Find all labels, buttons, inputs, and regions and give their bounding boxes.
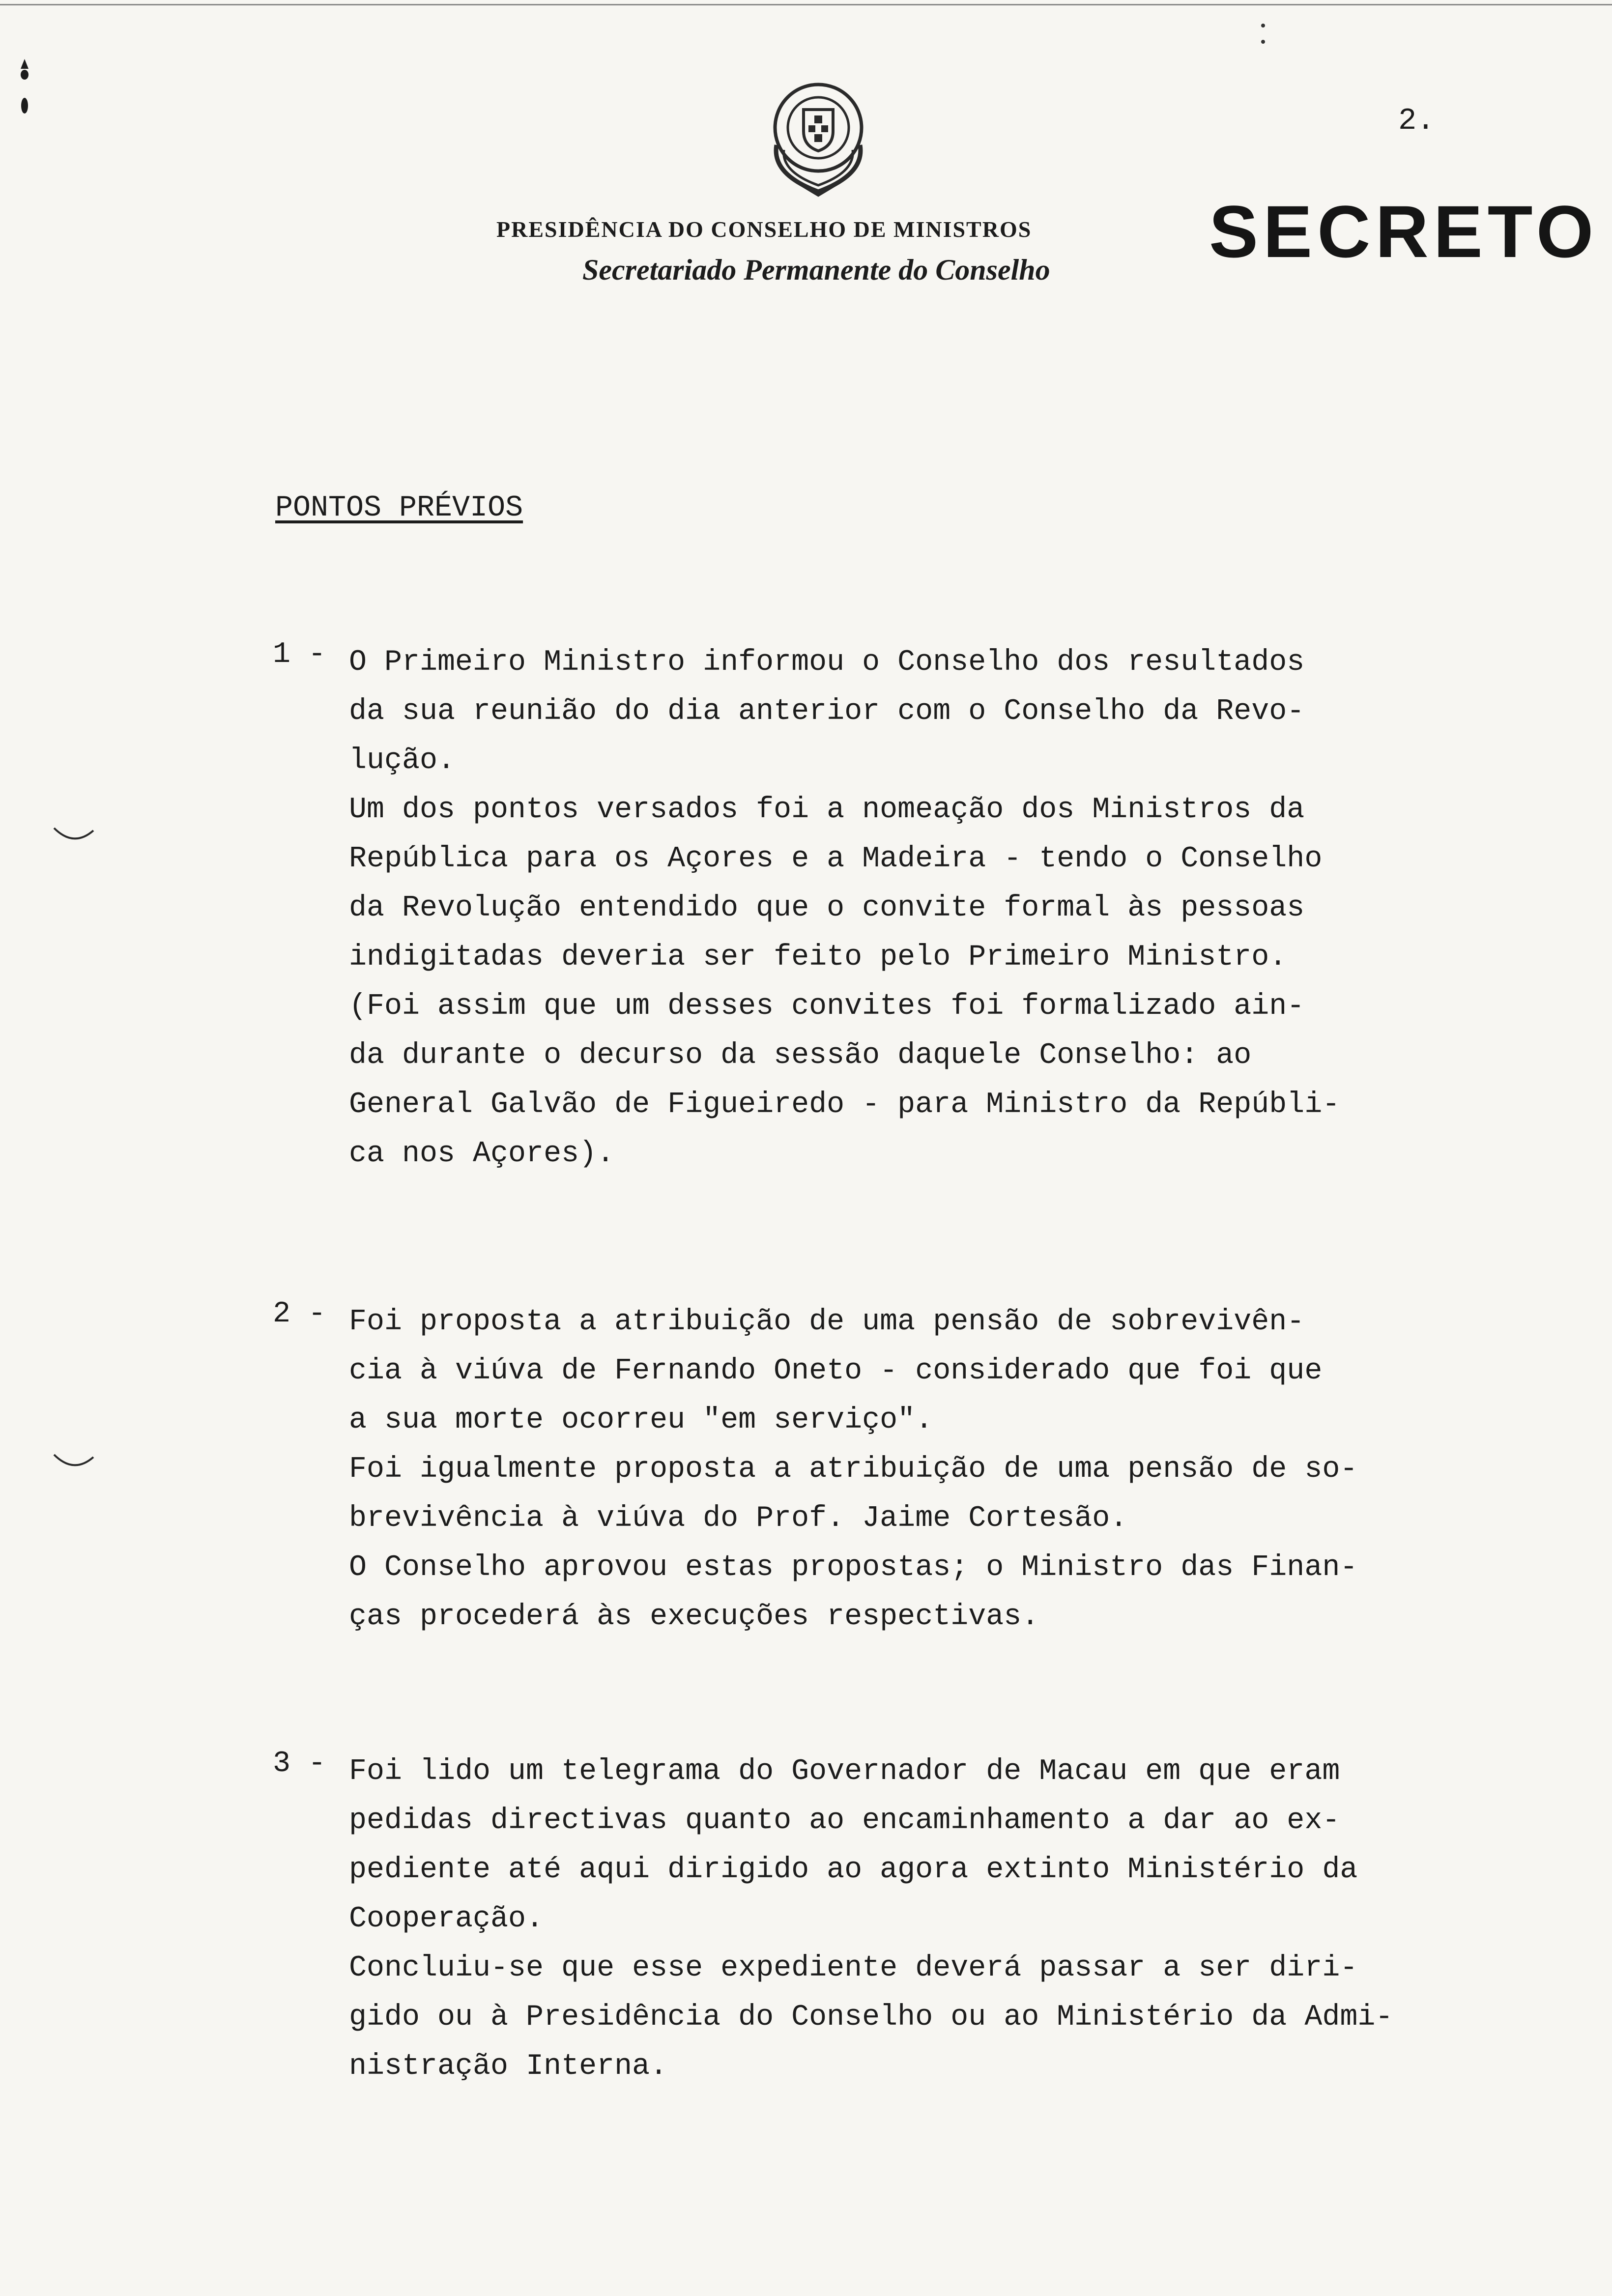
item-paragraph (349, 1445, 1612, 1543)
text-line: indigitadas deveria ser feito pelo Primeiro Ministro. (349, 941, 1287, 974)
text-line: cia à viúva de Fernando Oneto - considerado que foi que (349, 1354, 1323, 1388)
classification-stamp: SECRETO (1209, 190, 1599, 273)
item-paragraph (349, 1944, 1612, 2091)
item-paragraph (349, 1747, 1612, 1944)
margin-punch-mark (10, 54, 39, 128)
margin-curve-mark (52, 1452, 96, 1477)
organization-name: PRESIDÊNCIA DO CONSELHO DE MINISTROS (496, 217, 1032, 242)
text-line: da sua reunião do dia anterior com o Conselho da Revo- (349, 695, 1305, 728)
item-paragraph (349, 785, 1612, 1178)
text-line: nistração Interna. (349, 2050, 668, 2083)
item-paragraph (349, 638, 1612, 785)
text-line: da durante o decurso da sessão daquele Conselho: ao (349, 1039, 1252, 1072)
text-line: pediente até aqui dirigido ao agora extinto Ministério da (349, 1853, 1358, 1887)
scan-dots-mark (1256, 20, 1270, 49)
text-line: ca nos Açores). (349, 1137, 615, 1171)
text-line: a sua morte ocorreu "em serviço". (349, 1404, 933, 1437)
office-name: Secretariado Permanente do Conselho (582, 254, 1050, 286)
text-line: General Galvão de Figueiredo - para Ministro da Repúbli- (349, 1088, 1340, 1121)
text-line: (Foi assim que um desses convites foi formalizado ain- (349, 990, 1305, 1023)
text-line: Cooperação. (349, 1902, 544, 1936)
item-number: 3 - (273, 1747, 326, 1780)
item-number: 1 - (273, 638, 326, 671)
text-line: Concluiu-se que esse expediente deverá passar a ser diri- (349, 1952, 1358, 1985)
text-line: O Primeiro Ministro informou o Conselho dos resultados (349, 646, 1305, 679)
item-paragraph (349, 1297, 1612, 1445)
text-line: Foi lido um telegrama do Governador de Macau em que eram (349, 1755, 1340, 1788)
section-heading: PONTOS PRÉVIOS (275, 491, 523, 525)
margin-curve-mark (52, 826, 96, 850)
top-edge-rule (0, 4, 1612, 5)
text-line: Um dos pontos versados foi a nomeação dos Ministros da (349, 793, 1305, 827)
text-line: República para os Açores e a Madeira - tendo o Conselho (349, 842, 1323, 876)
page-number: 2. (1398, 103, 1435, 138)
text-line: lução. (349, 744, 456, 777)
item-number: 2 - (273, 1297, 326, 1331)
coat-of-arms-emblem (762, 76, 875, 199)
text-line: gido ou à Presidência do Conselho ou ao Ministério da Admi- (349, 2001, 1393, 2034)
item-paragraph (349, 1543, 1612, 1641)
text-line: Foi proposta a atribuição de uma pensão de sobrevivên- (349, 1305, 1305, 1339)
text-line: ças procederá às execuções respectivas. (349, 1600, 1039, 1634)
text-line: pedidas directivas quanto ao encaminhamento a dar ao ex- (349, 1804, 1340, 1837)
text-line: O Conselho aprovou estas propostas; o Ministro das Finan- (349, 1551, 1358, 1584)
text-line: brevivência à viúva do Prof. Jaime Cortesão. (349, 1502, 1128, 1535)
text-line: Foi igualmente proposta a atribuição de uma pensão de so- (349, 1453, 1358, 1486)
text-line: da Revolução entendido que o convite formal às pessoas (349, 891, 1305, 925)
